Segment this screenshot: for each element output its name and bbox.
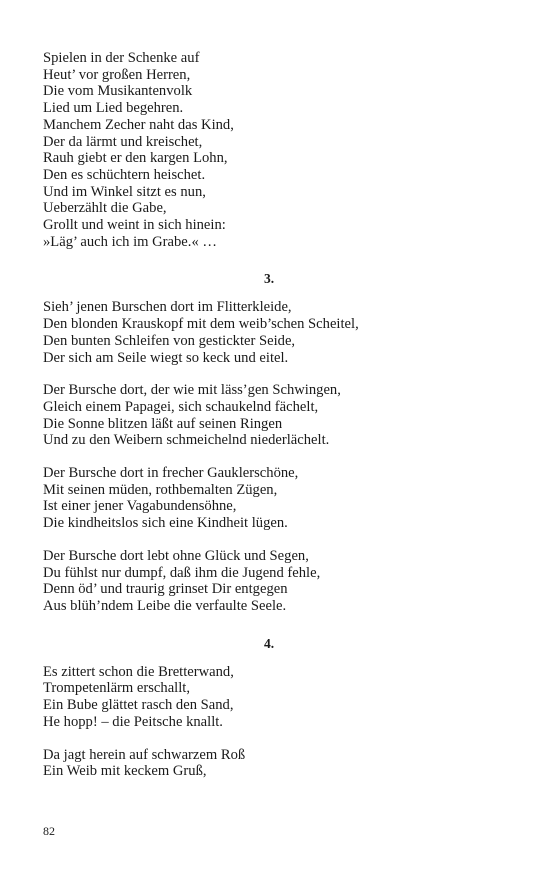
section-number: 4. bbox=[263, 635, 275, 651]
verse-line: »Läg’ auch ich im Grabe.« … bbox=[43, 233, 217, 250]
verse-line: Heut’ vor großen Herren, bbox=[43, 66, 191, 83]
verse-line: Und im Winkel sitzt es nun, bbox=[43, 183, 206, 200]
page-body bbox=[43, 50, 513, 796]
verse-line: He hopp! – die Peitsche knallt. bbox=[43, 713, 223, 730]
verse-line: Die kindheitslos sich eine Kindheit lügen. bbox=[43, 515, 288, 532]
verse-line: Grollt und weint in sich hinein: bbox=[43, 217, 226, 234]
stanza bbox=[43, 50, 513, 250]
verse-line: Gleich einem Papagei, sich schaukelnd fächelt, bbox=[43, 398, 319, 415]
verse-line: Sieh’ jenen Burschen dort im Flitterkleide, bbox=[43, 299, 292, 316]
verse-line: Und zu den Weibern schmeichelnd niederlächelt. bbox=[43, 432, 330, 449]
verse-line: Denn öd’ und traurig grinset Dir entgegen bbox=[43, 581, 288, 598]
verse-line: Ein Bube glättet rasch den Sand, bbox=[43, 697, 234, 714]
stanza bbox=[43, 548, 513, 615]
stanza bbox=[43, 664, 513, 731]
verse-line: Den bunten Schleifen von gestickter Seide, bbox=[43, 332, 296, 349]
verse-line: Spielen in der Schenke auf bbox=[43, 50, 200, 66]
stanza bbox=[43, 465, 513, 532]
verse-line: Der sich am Seile wiegt so keck und eitel. bbox=[43, 349, 289, 366]
stanza bbox=[43, 747, 513, 780]
verse-line: Die Sonne blitzen läßt auf seinen Ringen bbox=[43, 415, 283, 432]
verse-line: Da jagt herein auf schwarzem Roß bbox=[43, 746, 246, 763]
verse-line: Ein Weib mit keckem Gruß, bbox=[43, 763, 207, 780]
verse-line: Rauh giebt er den kargen Lohn, bbox=[43, 150, 228, 167]
verse-line: Die vom Musikantenvolk bbox=[43, 83, 193, 100]
verse-line: Ist einer jener Vagabundensöhne, bbox=[43, 498, 237, 515]
verse-line: Den blonden Krauskopf mit dem weib’schen Scheitel, bbox=[43, 316, 359, 333]
verse-line: Der da lärmt und kreischet, bbox=[43, 133, 203, 150]
verse-line: Manchem Zecher naht das Kind, bbox=[43, 116, 234, 133]
page-number: 82 bbox=[43, 824, 55, 838]
verse-line: Trompetenlärm erschallt, bbox=[43, 680, 190, 697]
verse-line: Mit seinen müden, rothbemalten Zügen, bbox=[43, 481, 278, 498]
verse-line: Der Bursche dort in frecher Gauklerschöne, bbox=[43, 465, 299, 482]
verse-line: Lied um Lied begehren. bbox=[43, 100, 184, 117]
verse-line: Es zittert schon die Bretterwand, bbox=[43, 663, 234, 680]
verse-line: Aus blüh’ndem Leibe die verfaulte Seele. bbox=[43, 597, 287, 614]
stanza bbox=[43, 382, 513, 449]
section-number: 3. bbox=[263, 271, 275, 287]
verse-line: Ueberzählt die Gabe, bbox=[43, 200, 167, 217]
stanza bbox=[43, 299, 513, 366]
verse-line: Du fühlst nur dumpf, daß ihm die Jugend fehle, bbox=[43, 564, 321, 581]
verse-line: Der Bursche dort, der wie mit läss’gen Schwingen, bbox=[43, 382, 341, 399]
verse-line: Der Bursche dort lebt ohne Glück und Segen, bbox=[43, 547, 309, 564]
verse-line: Den es schüchtern heischet. bbox=[43, 166, 206, 183]
